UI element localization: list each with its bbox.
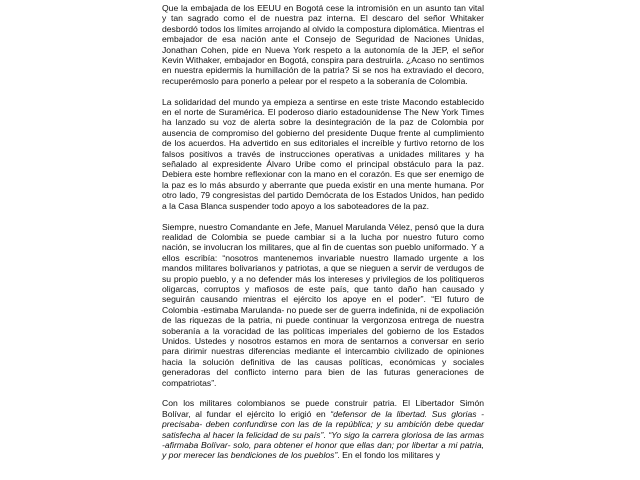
paragraph-text: . En el fondo los militares y	[337, 450, 441, 461]
paragraph-embajada	[162, 3, 484, 86]
paragraph-text: Que la embajada de los EEUU en Bogotá cese la intromisión en un asunto tan vital y tan sagrado como el de nuestra paz interna. El descaro del señor Whitaker desbordó todos los límites arrojando al olvido la compostura diplomática. Mientras el embajador de esa nación ante el Consejo de Seguridad de Naciones Unidas, Jonathan Cohen, pide en Nueva York respeto a la autonomía de la JEP, el señor Kevin Withaker, embajador en Bogotá, conspira para destruirla. ¿Acaso no sentimos en nuestra epidermis la humillación de la patria? Si se nos ha extraviado el decoro, recuperémoslo para ponerlo a pelear por el respeto a la soberanía de Colombia.	[162, 3, 484, 86]
paragraph-text: .	[323, 429, 329, 440]
paragraph-marulanda	[162, 222, 484, 389]
quote-carrera-gloriosa: “Yo sigo la carrera gloriosa de las armas -afirmaba Bolívar- solo, para obtener el honor que ellas dan; por libertar a mi patria, y por merecer las bendiciones de los pueblos”	[162, 429, 485, 461]
paragraph-text: Siempre, nuestro Comandante en Jefe, Manuel Marulanda Vélez, pensó que la dura realidad de Colombia se puede cambiar si a la lucha por nuestro futuro como nación, se involucran los militares, que al fin de cuentas son pueblo uniformado. Y a ellos escribía: “nosotros mantenemos invariable nuestro llamado urgente a los mandos militares bolivarianos y patriotas, a que se nieguen a servir de verdugos de su propio pueblo, y a no defender más los intereses y privilegios de los politiqueros oligarcas, corruptos y mafiosos de este país, que tanto daño han causado y seguirán causando mientras el ejército los apoye en el poder”. “El futuro de Colombia -estimaba Marulanda- no puede ser de guerra indefinida, ni de expoliación de las riquezas de la patria, ni puede continuar la vergonzosa entrega de nuestra soberanía a la voracidad de las políticas imperiales del gobierno de los Estados Unidos. Ustedes y nosotros estamos en mora de sentarnos a conversar en serio para dirimir nuestras diferencias mediante el intercambio civilizado de opiniones hacia la solución definitiva de las causas políticas, económicas y sociales generadoras del conflicto interno para bien de las futuras generaciones de compatriotas”.	[162, 221, 484, 388]
paragraph-text: Con los militares colombianos se puede construir patria. El Libertador Simón Bolívar, al fundar el ejército lo erigió en	[162, 398, 484, 419]
paragraph-solidaridad	[162, 97, 484, 211]
paragraph-text: La solidaridad del mundo ya empieza a sentirse en este triste Macondo establecido en el norte de Suramérica. El poderoso diario estadounidense The New York Times ha lanzado su voz de alerta sobre la desintegración de la paz de Colombia por ausencia de compromiso del gobierno del presidente Duque frente al cumplimiento de los acuerdos. Ha advertido en sus editoriales el increíble y furtivo retorno de los falsos positivos a través de instrucciones operativas a unidades militares y ha señalado al expresidente Álvaro Uribe como el principal obstáculo para la paz. Debiera este hombre reflexionar con la mano en el corazón. Es que ser enemigo de la paz es lo más absurdo y aberrante que pueda existir en una mente humana. Por otro lado, 79 congresistas del partido Demócrata de los Estados Unidos, han pedido a la Casa Blanca suspender todo apoyo a los saboteadores de la paz.	[162, 96, 484, 211]
quote-defensor-libertad: “defensor de la libertad. Sus glorias -precisaba- deben confundirse con las de la república; y su ambición debe quedar satisfecha al hacer la felicidad de su país”	[162, 408, 484, 440]
paragraph-bolivar	[162, 398, 484, 460]
document-body	[162, 3, 484, 471]
